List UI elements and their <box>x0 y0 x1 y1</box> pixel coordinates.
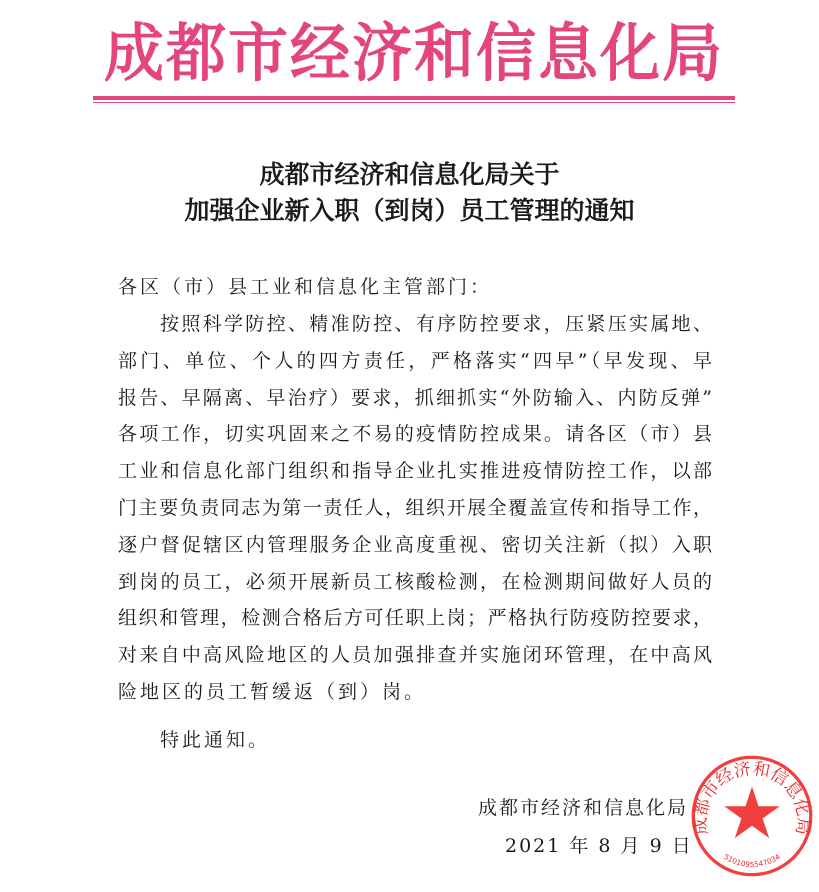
body-line: 工业和信息化部门组织和指导企业扎实推进疫情防控工作，以部 <box>118 460 712 483</box>
body-line: 逐户督促辖区内管理服务企业高度重视、密切关注新（拟）入职 <box>118 533 712 556</box>
body-line: 各项工作，切实巩固来之不易的疫情防控成果。请各区（市）县 <box>118 423 712 446</box>
seal-text: 成都市经济和信息化局 <box>690 758 814 836</box>
salutation: 各区（市）县工业和信息化主管部门： <box>118 276 493 298</box>
body-line: 险地区的员工暂缓返（到）岗。 <box>118 681 427 703</box>
body-line: 按照科学防控、精准防控、有序防控要求，压紧压实属地、 <box>160 313 712 335</box>
letterhead-org-name: 成都市经济和信息化局 <box>104 17 724 91</box>
letterhead-rule-thin <box>93 102 735 103</box>
seal-code: 5101095547034 <box>722 852 782 869</box>
signature-org: 成都市经济和信息化局 <box>478 797 689 819</box>
body-line: 门主要负责同志为第一责任人，组织开展全覆盖宣传和指导工作， <box>118 497 712 519</box>
letterhead-rule-thick <box>93 96 735 100</box>
body-line: 部门、单位、个人的四方责任，严格落实“四早”（早发现、早 <box>118 349 712 372</box>
signature-date: 2021 年 8 月 9 日 <box>505 835 693 857</box>
official-seal <box>690 754 814 878</box>
document-title-line1: 成都市经济和信息化局关于 <box>259 160 560 189</box>
document-title-line2: 加强企业新入职（到岗）员工管理的通知 <box>184 196 635 225</box>
body-line: 到岗的员工，必须开展新员工核酸检测，在检测期间做好人员的 <box>118 570 712 593</box>
closing: 特此通知。 <box>160 729 271 751</box>
body-line: 组织和管理，检测合格后方可任职上岗；严格执行防疫防控要求， <box>118 607 712 630</box>
body-line: 对来自中高风险地区的人员加强排查并实施闭环管理，在中高风 <box>118 644 712 667</box>
seal-star-icon <box>724 787 779 838</box>
body-line: 报告、早隔离、早治疗）要求，抓细抓实“外防输入、内防反弹” <box>118 386 712 409</box>
